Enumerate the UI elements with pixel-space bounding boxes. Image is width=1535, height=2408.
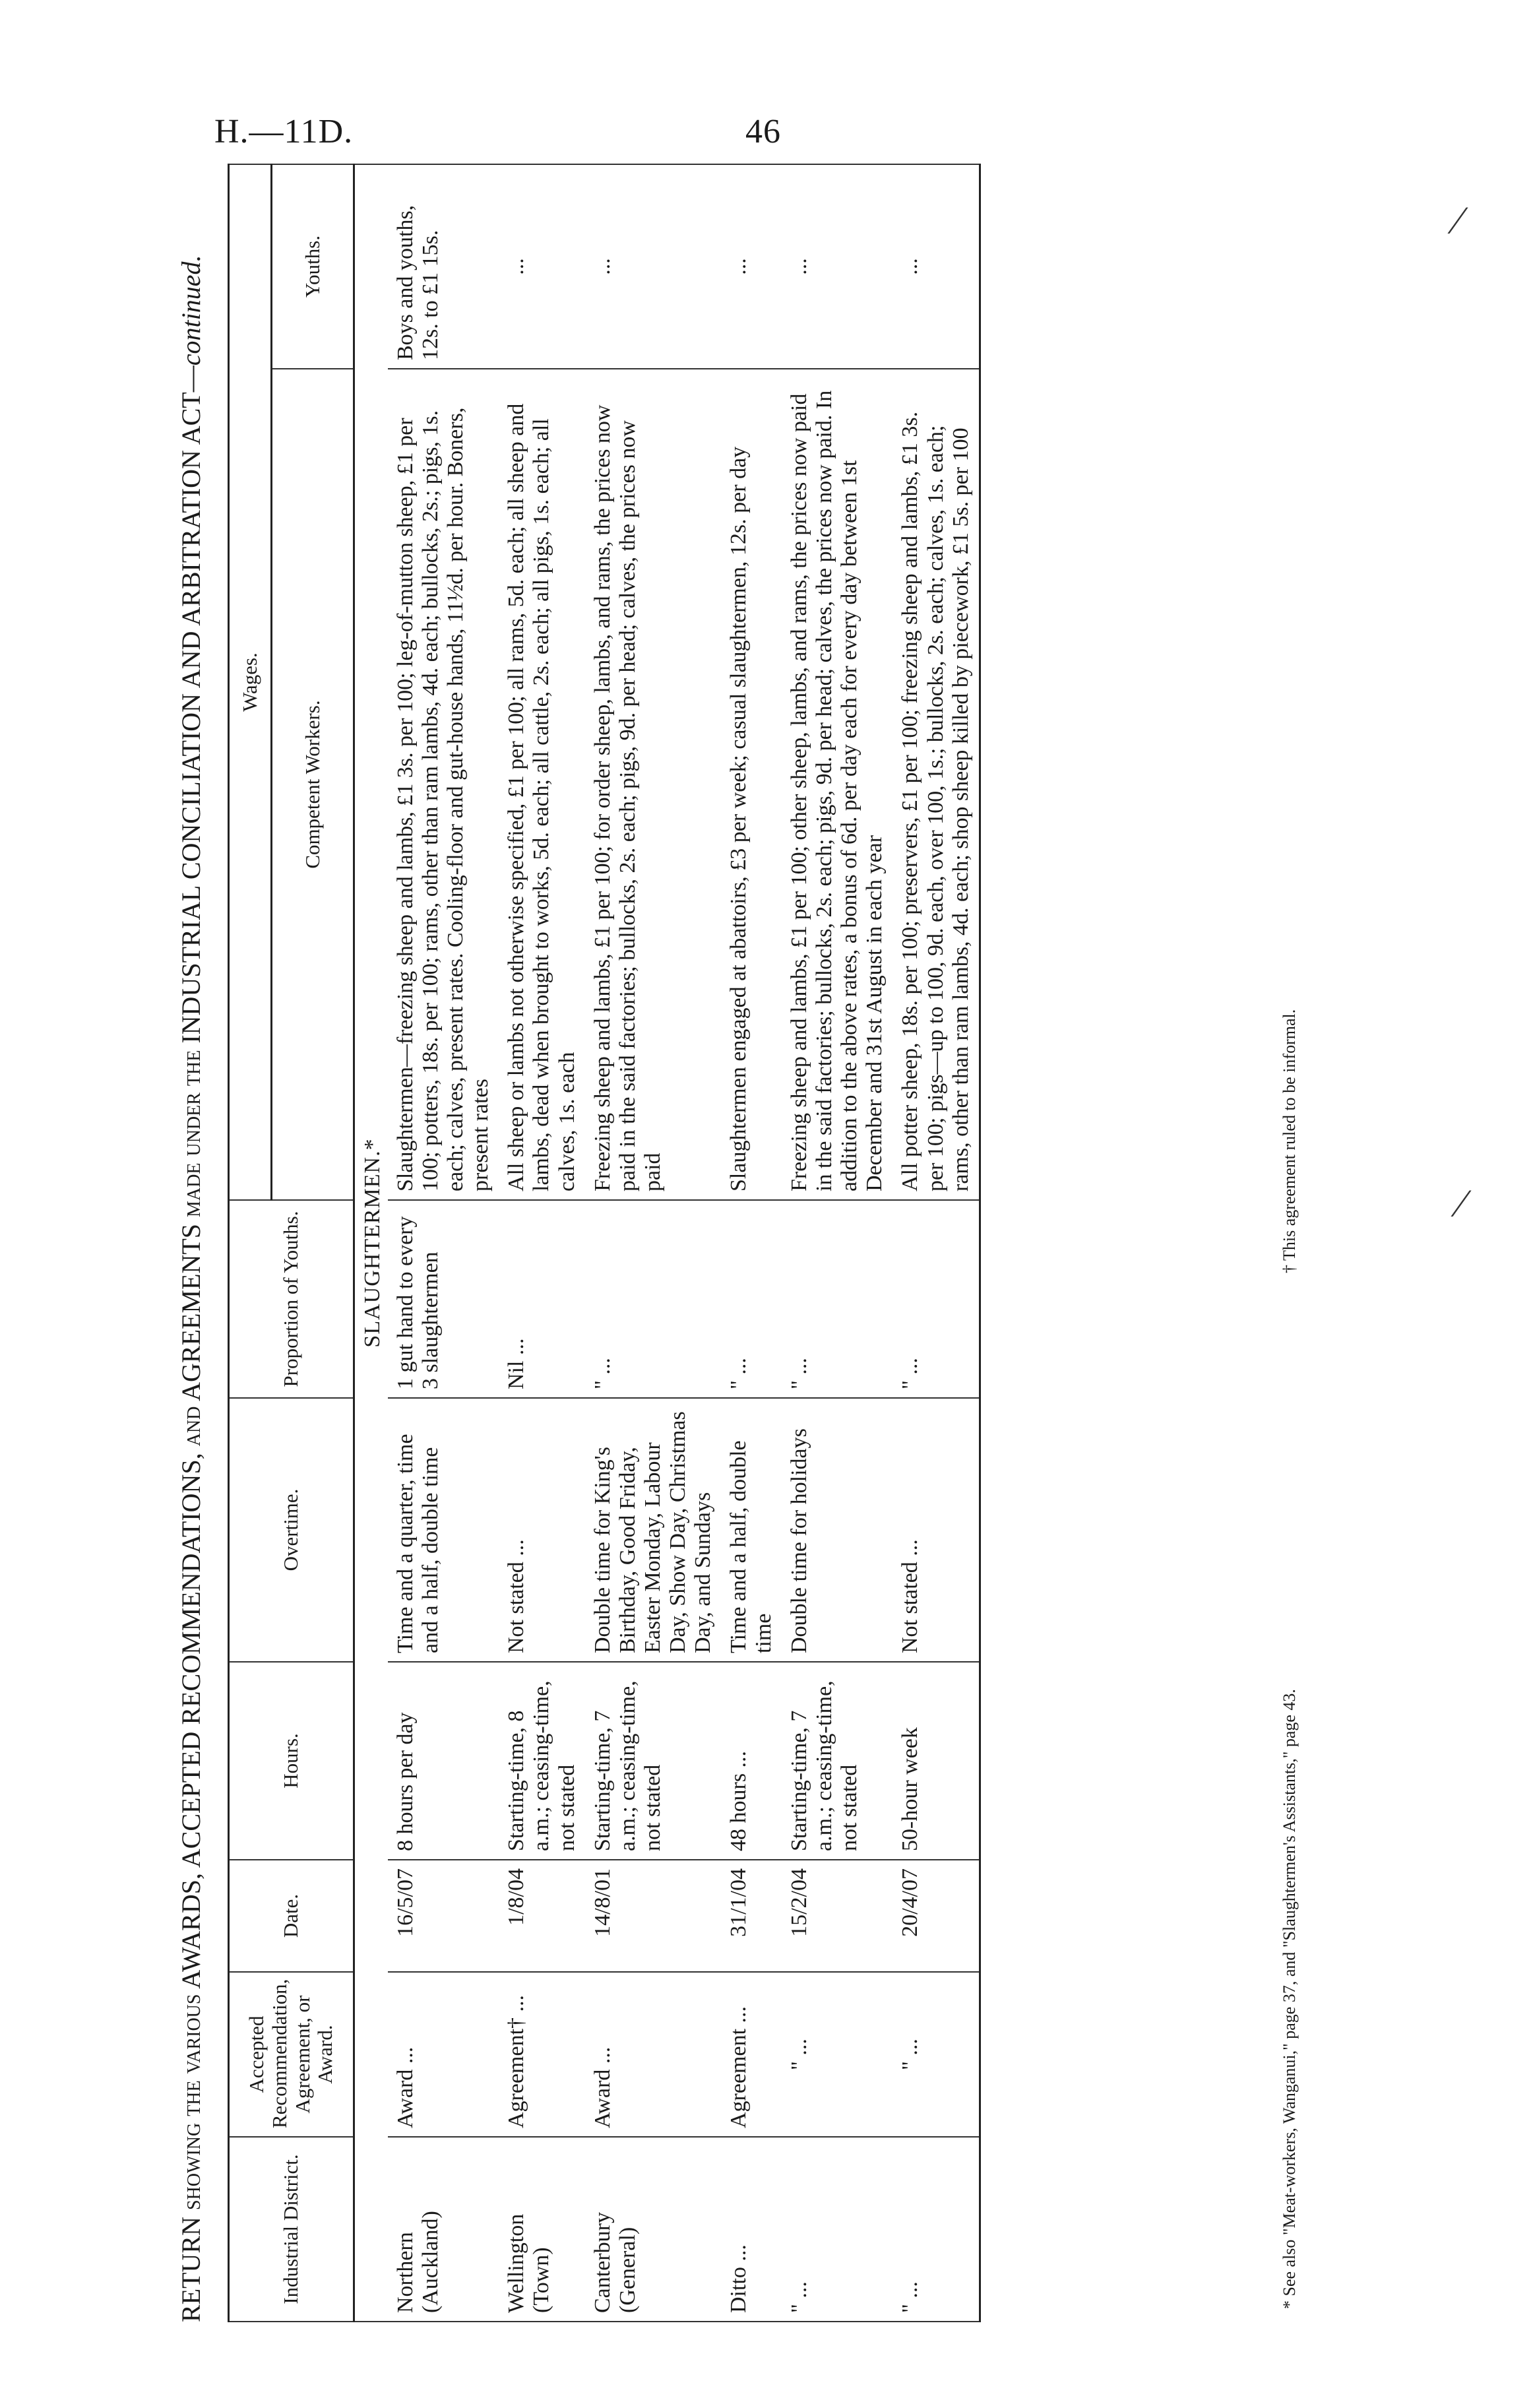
table-row xyxy=(782,164,893,2322)
cell-hours: 50-hour week xyxy=(893,1662,980,1860)
col-wages: Wages. xyxy=(229,164,272,1200)
table-title xyxy=(165,165,218,2322)
col-proportion-of-youths: Proportion of Youths. xyxy=(229,1200,354,1398)
cell-youth-wages: Boys and youths, 12s. to £1 15s. xyxy=(388,164,499,369)
cell-type: Agreement ... xyxy=(721,1972,782,2137)
cell-hours: Starting-time, 7 a.m.; ceasing-time, not stated xyxy=(585,1662,721,1860)
table-title-main: RETURN showing the various AWARDS, ACCEPTED RECOMMENDATIONS, and AGREEMENTS made under the INDUSTRIAL CONCILIATION AND ARBITRATION ACT— xyxy=(176,365,206,2322)
col-youths: Youths. xyxy=(272,164,354,369)
cell-proportion: " ... xyxy=(721,1200,782,1398)
cell-overtime: Double time for King's Birthday, Good Friday, Easter Monday, Labour Day, Show Day, Christmas Day, and Sundays xyxy=(585,1398,721,1662)
cell-competent-wages: Slaughtermen—freezing sheep and lambs, £1 3s. per 100; leg-of-mutton sheep, £1 per 100; potters, 18s. per 100; rams, other than ram lambs, 4d. each; bullocks, 2s.; pigs, 1s. each; calves, present rates. Cooling-floor and gut-house hands, 11½d. per hour. Boners, present rates xyxy=(388,369,499,1200)
footnote-informal-agreement: † This agreement ruled to be informal. xyxy=(1280,1009,1299,1273)
cell-hours: 8 hours per day xyxy=(388,1662,499,1860)
table-row xyxy=(499,164,584,2322)
cell-type: " ... xyxy=(893,1972,980,2137)
cell-overtime: Double time for holidays xyxy=(782,1398,893,1662)
cell-proportion: " ... xyxy=(585,1200,721,1398)
cell-proportion: " ... xyxy=(893,1200,980,1398)
cell-district: Northern (Auckland) xyxy=(388,2137,499,2322)
cell-type: Award ... xyxy=(585,1972,721,2137)
table-row xyxy=(585,164,721,2322)
footnote-see-also: * See also "Meat-workers, Wanganui," page 37, and "Slaughtermen's Assistants," page 43. xyxy=(1280,1689,1299,2309)
cell-district: Canterbury (General) xyxy=(585,2137,721,2322)
cell-type: Agreement† ... xyxy=(499,1972,584,2137)
cell-type: Award ... xyxy=(388,1972,499,2137)
table-row xyxy=(893,164,980,2322)
col-hours: Hours. xyxy=(229,1662,354,1860)
margin-mark: ⁄ xyxy=(1458,1182,1465,1225)
table-row xyxy=(388,164,499,2322)
cell-youth-wages: ... xyxy=(721,164,782,369)
col-accepted-recommendation: Accepted Recommendation, Agreement, or Award. xyxy=(229,1972,354,2137)
cell-competent-wages: All potter sheep, 18s. per 100; preservers, £1 per 100; freezing sheep and lambs, £1 3s. per 100; pigs—up to 100, 9d. each, over 100, 1s.; bullocks, 2s. each; calves, 1s. each; rams, other than ram lambs, 4d. each; shop sheep killed by piecework, £1 5s. per 100 xyxy=(893,369,980,1200)
cell-date: 14/8/01 xyxy=(585,1860,721,1972)
cell-youth-wages: ... xyxy=(585,164,721,369)
rotated-table-block xyxy=(165,165,1326,2322)
cell-competent-wages: Freezing sheep and lambs, £1 per 100; other sheep, lambs, and rams, the prices now paid in the said factories; bullocks, 2s. each; pigs, 9d. per head; calves, the prices now paid. In addition to the above rates, a bonus of 6d. per day each for every day between 1st December and 31st August in each year xyxy=(782,369,893,1200)
cell-date: 15/2/04 xyxy=(782,1860,893,1972)
cell-youth-wages: ... xyxy=(499,164,584,369)
cell-district: " ... xyxy=(893,2137,980,2322)
cell-hours: 48 hours ... xyxy=(721,1662,782,1860)
footnotes xyxy=(1280,165,1319,2322)
cell-youth-wages: ... xyxy=(893,164,980,369)
col-industrial-district: Industrial District. xyxy=(229,2137,354,2322)
cell-hours: Starting-time, 8 a.m.; ceasing-time, not stated xyxy=(499,1662,584,1860)
cell-overtime: Time and a quarter, time and a half, double time xyxy=(388,1398,499,1662)
cell-proportion: " ... xyxy=(782,1200,893,1398)
cell-proportion: 1 gut hand to every 3 slaughtermen xyxy=(388,1200,499,1398)
col-date: Date. xyxy=(229,1860,354,1972)
table-row xyxy=(721,164,782,2322)
cell-competent-wages: All sheep or lambs not otherwise specified, £1 per 100; all rams, 5d. each; all sheep and lambs, dead when brought to works, 5d. each; all cattle, 2s. each; all pigs, 1s. each; all calves, 1s. each xyxy=(499,369,584,1200)
cell-hours: Starting-time, 7 a.m.; ceasing-time, not stated xyxy=(782,1662,893,1860)
table-title-continued: continued. xyxy=(176,255,206,366)
cell-proportion: Nil ... xyxy=(499,1200,584,1398)
page-number: 46 xyxy=(745,113,781,150)
section-heading-slaughtermen: SLAUGHTERMEN.* xyxy=(354,164,389,2322)
cell-date: 20/4/07 xyxy=(893,1860,980,1972)
cell-overtime: Time and a half, double time xyxy=(721,1398,782,1662)
cell-date: 16/5/07 xyxy=(388,1860,499,1972)
cell-district: Ditto ... xyxy=(721,2137,782,2322)
col-overtime: Overtime. xyxy=(229,1398,354,1662)
cell-district: " ... xyxy=(782,2137,893,2322)
cell-type: " ... xyxy=(782,1972,893,2137)
cell-competent-wages: Slaughtermen engaged at abattoirs, £3 per week; casual slaughtermen, 12s. per day xyxy=(721,369,782,1200)
report-code: H.—11D. xyxy=(214,113,354,150)
cell-date: 31/1/04 xyxy=(721,1860,782,1972)
cell-overtime: Not stated ... xyxy=(893,1398,980,1662)
return-table xyxy=(228,164,981,2322)
cell-date: 1/8/04 xyxy=(499,1860,584,1972)
cell-district: Wellington (Town) xyxy=(499,2137,584,2322)
cell-overtime: Not stated ... xyxy=(499,1398,584,1662)
cell-youth-wages: ... xyxy=(782,164,893,369)
cell-competent-wages: Freezing sheep and lambs, £1 per 100; for order sheep, lambs, and rams, the prices now paid in the said factories; bullocks, 2s. each; pigs, 9d. per head; calves, the prices now paid xyxy=(585,369,721,1200)
col-competent-workers: Competent Workers. xyxy=(272,369,354,1200)
margin-mark: ⁄ xyxy=(1455,199,1462,242)
